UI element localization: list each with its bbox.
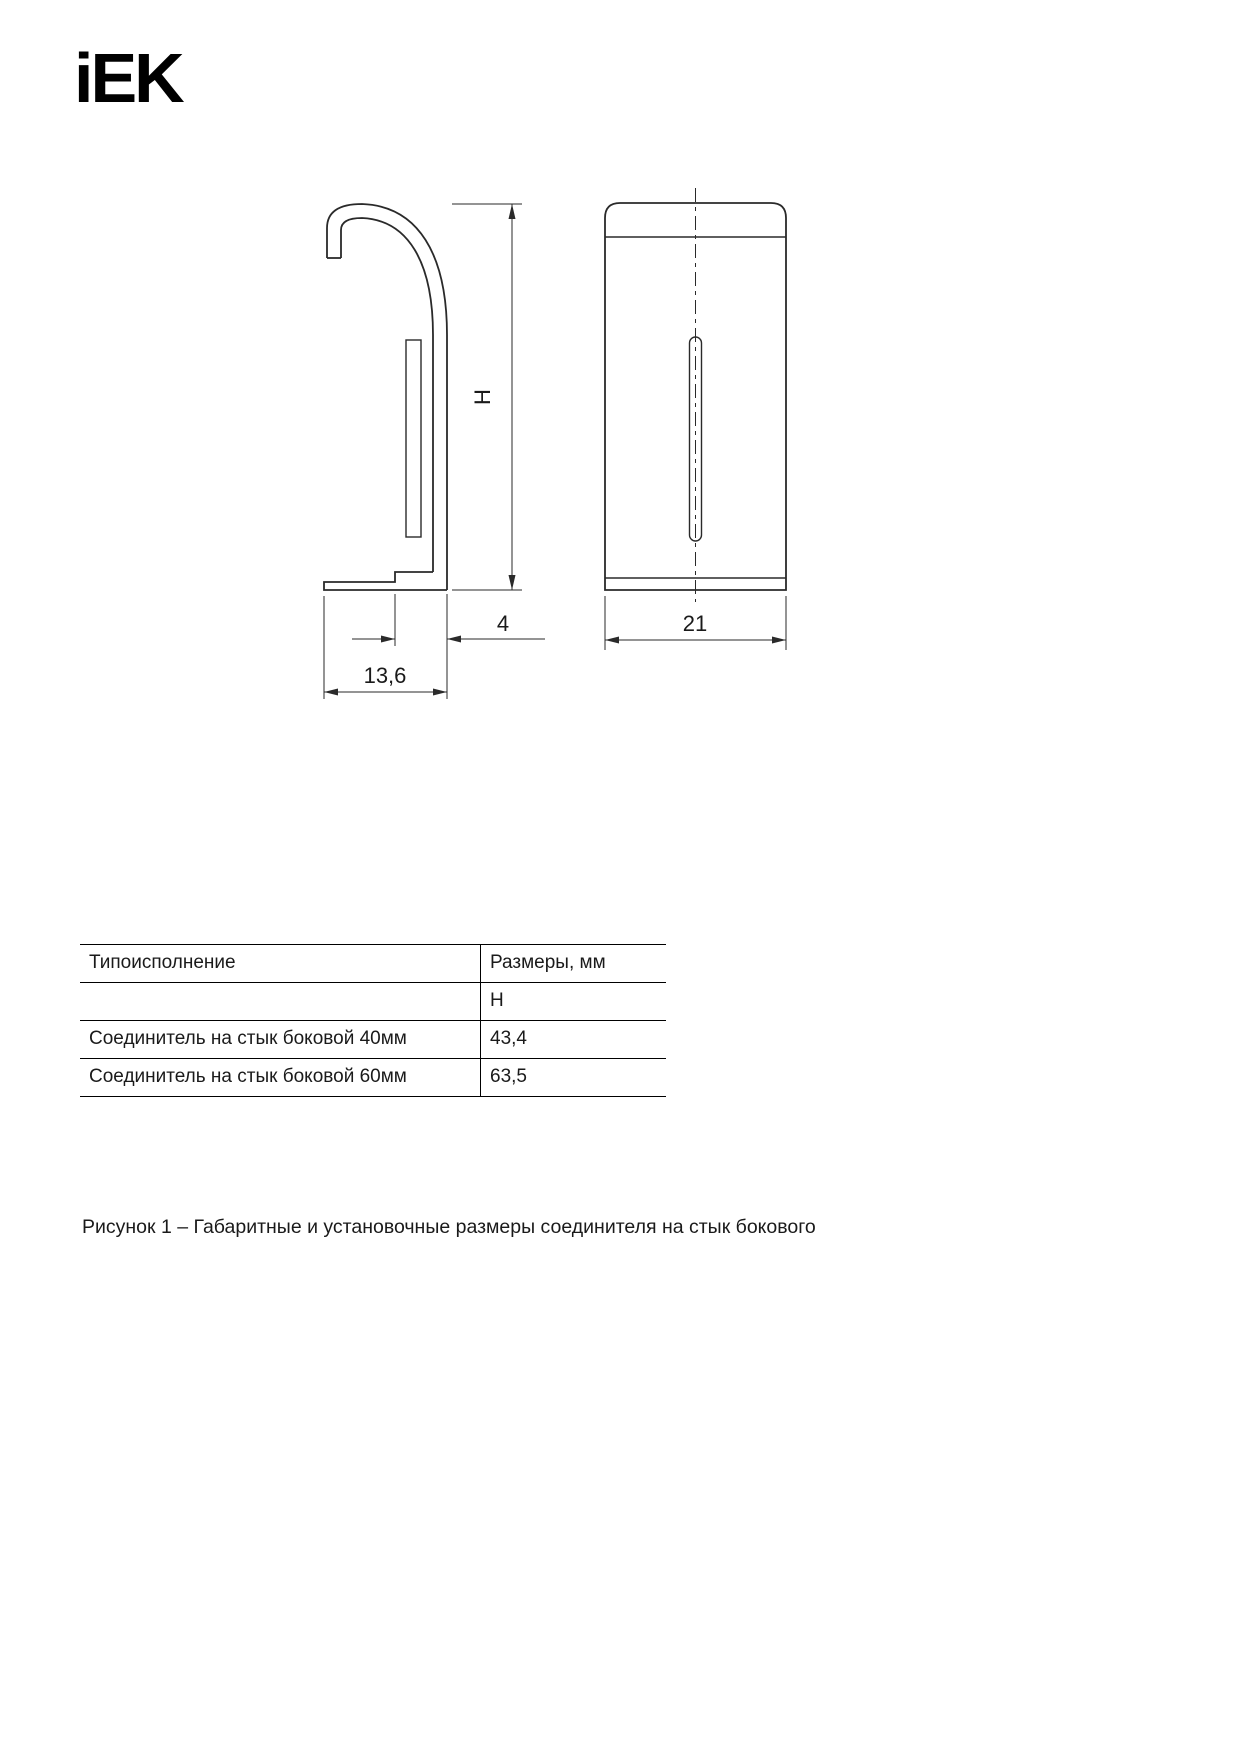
row-value: 43,4 — [480, 1021, 666, 1058]
side-rib — [406, 340, 421, 537]
arrow-right-icon — [433, 689, 447, 696]
dimension-4 — [352, 594, 545, 646]
iek-logo: iEK — [74, 39, 182, 117]
subheader-empty — [80, 983, 480, 1020]
dim-label-13-6: 13,6 — [363, 663, 407, 688]
arrow-down-icon — [509, 575, 516, 590]
table-row — [80, 1021, 666, 1059]
arrow-right-icon — [381, 636, 395, 643]
table-row — [80, 1059, 666, 1097]
dimension-h — [452, 204, 522, 590]
dimension-21 — [605, 596, 786, 650]
row-name: Соединитель на стык боковой 40мм — [89, 1028, 407, 1049]
arrow-left-icon — [324, 689, 338, 696]
side-foot — [324, 572, 447, 590]
dim-label-4: 4 — [496, 611, 510, 636]
header-type: Типоисполнение — [89, 952, 236, 973]
arrow-left-icon — [605, 637, 619, 644]
table-subheader-row — [80, 983, 666, 1021]
subheader-h: H — [480, 983, 666, 1020]
table-header-row — [80, 945, 666, 983]
front-view-drawing — [605, 188, 786, 602]
row-value: 63,5 — [480, 1059, 666, 1096]
arrow-right-icon — [772, 637, 786, 644]
dimension-13-6 — [324, 596, 447, 699]
technical-drawing — [0, 0, 850, 720]
arrow-left-icon — [447, 636, 461, 643]
side-profile-outer — [327, 204, 447, 590]
dim-label-h: H — [470, 389, 495, 405]
side-view-drawing — [324, 204, 447, 590]
side-profile-inner — [341, 218, 433, 572]
dim-label-21: 21 — [682, 611, 708, 636]
header-sizes: Размеры, мм — [480, 945, 666, 982]
row-name: Соединитель на стык боковой 60мм — [89, 1066, 407, 1087]
spec-table — [80, 944, 666, 1097]
figure-caption: Рисунок 1 – Габаритные и установочные размеры соединителя на стык бокового — [82, 1216, 816, 1238]
arrow-up-icon — [509, 204, 516, 219]
